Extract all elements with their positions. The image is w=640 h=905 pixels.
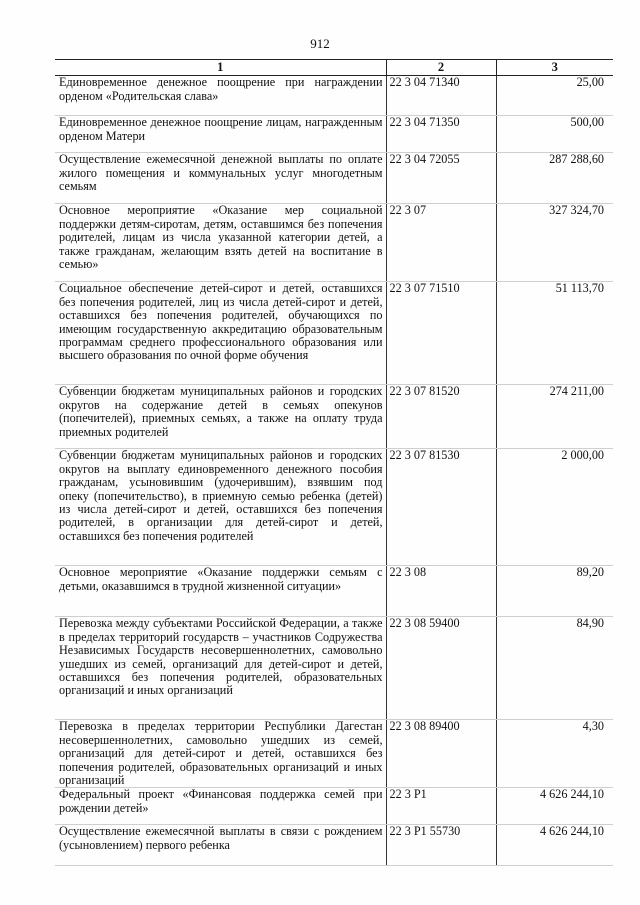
column-header-3: 3 [496,60,613,76]
budget-code: 22 3 P1 [386,788,496,825]
amount: 84,90 [496,617,613,720]
budget-code: 22 3 04 71340 [386,76,496,116]
column-header-2: 2 [386,60,496,76]
amount: 274 211,00 [496,385,613,449]
budget-code: 22 3 07 81530 [386,449,496,566]
table-row [55,449,613,566]
table-row [55,153,613,204]
budget-code: 22 3 07 81520 [386,385,496,449]
table-row [55,825,613,866]
table-row [55,788,613,825]
table-row [55,566,613,617]
budget-code: 22 3 08 [386,566,496,617]
table-row [55,76,613,116]
column-header-1: 1 [55,60,386,76]
amount: 327 324,70 [496,204,613,282]
expense-name: Осуществление ежемесячной выплаты в связи с рождением (усыновлением) первого ребенка [55,825,386,866]
table-row [55,617,613,720]
expense-name: Перевозка в пределах территории Республики Дагестан несовершеннолетних, самовольно ушедших из семей, организаций для детей-сирот и детей, оставшихся без попечения родителей, образовательных организаций и иных организаций [55,720,386,788]
expense-name: Социальное обеспечение детей-сирот и детей, оставшихся без попечения родителей, лиц из числа детей-сирот и детей, оставшихся без попечения родителей, обучающихся по имеющим государственную аккредитацию образовательным программам среднего профессионального образования или высшего образования по очной форме обучения [55,282,386,385]
budget-code: 22 3 08 59400 [386,617,496,720]
expense-name: Единовременное денежное поощрение лицам, награжденным орденом Матери [55,116,386,153]
budget-code: 22 3 08 89400 [386,720,496,788]
table-row [55,116,613,153]
amount: 4 626 244,10 [496,788,613,825]
budget-code: 22 3 04 71350 [386,116,496,153]
expense-name: Федеральный проект «Финансовая поддержка семей при рождении детей» [55,788,386,825]
table-body [55,76,613,866]
table-header [55,60,613,76]
table-row [55,204,613,282]
budget-table [55,59,613,866]
header-row [55,60,613,76]
amount: 4,30 [496,720,613,788]
budget-code: 22 3 04 72055 [386,153,496,204]
table-row [55,282,613,385]
amount: 89,20 [496,566,613,617]
budget-code: 22 3 07 [386,204,496,282]
amount: 4 626 244,10 [496,825,613,866]
table-row [55,385,613,449]
amount: 287 288,60 [496,153,613,204]
expense-name: Основное мероприятие «Оказание поддержки семьям с детьми, оказавшимся в трудной жизненной ситуации» [55,566,386,617]
expense-name: Основное мероприятие «Оказание мер социальной поддержки детям-сиротам, детям, оставшимся без попечения родителей, лицам из числа указанной категории детей, а также гражданам, желающим взять детей на воспитание в семью» [55,204,386,282]
budget-code: 22 3 07 71510 [386,282,496,385]
table-row [55,720,613,788]
page-number: 912 [310,36,330,51]
amount: 25,00 [496,76,613,116]
expense-name: Субвенции бюджетам муниципальных районов и городских округов на выплату единовременного денежного пособия гражданам, усыновившим (удочерившим), взявшим под опеку (попечительство), в приемную семью ребенка (детей) из числа детей-сирот и детей, оставшихся без попечения родителей, в организации для детей-сирот и детей, оставшихся без попечения родителей [55,449,386,566]
amount: 2 000,00 [496,449,613,566]
expense-name: Единовременное денежное поощрение при награждении орденом «Родительская слава» [55,76,386,116]
amount: 500,00 [496,116,613,153]
amount: 51 113,70 [496,282,613,385]
expense-name: Осуществление ежемесячной денежной выплаты по оплате жилого помещения и коммунальных услуг многодетным семьям [55,153,386,204]
expense-name: Субвенции бюджетам муниципальных районов и городских округов на содержание детей в семьях опекунов (попечителей), приемных семьях, а также на оплату труда приемных родителей [55,385,386,449]
budget-code: 22 3 P1 55730 [386,825,496,866]
expense-name: Перевозка между субъектами Российской Федерации, а также в пределах территорий государств – участников Содружества Независимых Государств несовершеннолетних, самовольно ушедших из семей, организаций для детей-сирот и детей, оставшихся без попечения родителей, образовательных организаций и иных организаций [55,617,386,720]
